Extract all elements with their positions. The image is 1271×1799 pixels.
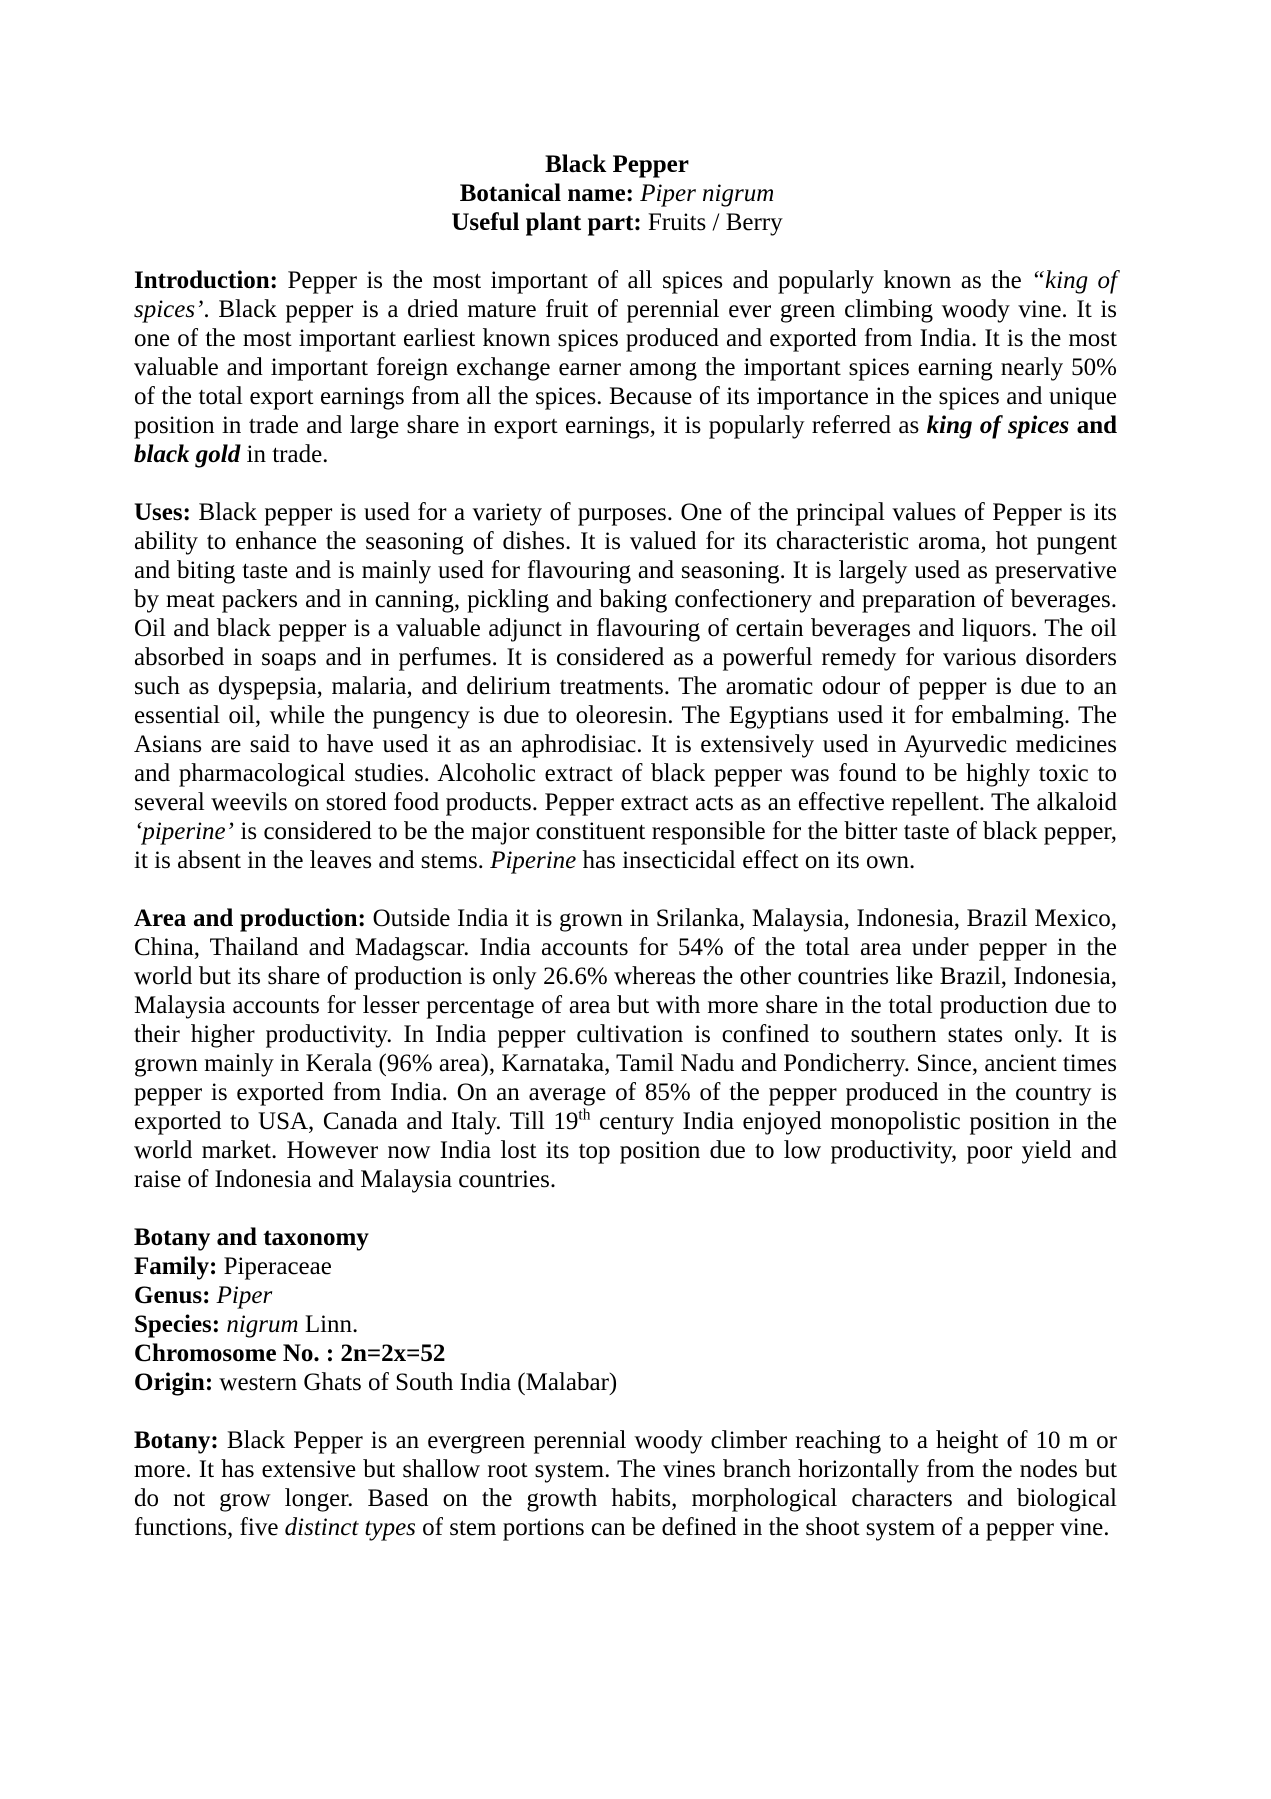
text-run: Linn. xyxy=(298,1311,359,1338)
text-run: western Ghats of South India (Malabar) xyxy=(219,1369,618,1396)
text-run: Piperaceae xyxy=(223,1253,332,1280)
taxonomy-genus-line xyxy=(134,1281,1117,1310)
document-title-block xyxy=(134,150,1117,237)
botany-paragraph xyxy=(134,1426,1117,1542)
text-run: Outside India it is grown in Srilanka, Malaysia, Indonesia, Brazil Mexico, China, Thailand and Madagscar. India accounts for 54% of the total area under pepper in the world but its share of production is only 26.6% whereas the other countries like Brazil, Indonesia, Malaysia accounts for lesser percentage of area but with more share in the total production due to their higher productivity. In India pepper cultivation is confined to southern states only. It is grown mainly in Kerala (96% area), Karnataka, Tamil Nadu and Pondicherry. Since, ancient times pepper is exported from India. On an average of 85% of the pepper produced in the country is exported to USA, Canada and Italy. Till 19 xyxy=(134,905,1117,1135)
text-run: Uses: xyxy=(134,499,199,526)
text-run: Origin: xyxy=(134,1369,220,1396)
text-run: Black Pepper xyxy=(545,151,689,178)
text-run: has insecticidal effect on its own. xyxy=(576,847,916,874)
text-run: ‘piperine’ xyxy=(134,818,234,845)
text-run: distinct types xyxy=(284,1514,416,1541)
text-run: century India enjoyed monopolistic position in the world market. However now India lost its top position due to low productivity, poor yield and raise of Indonesia and Malaysia countries. xyxy=(134,1108,1117,1193)
taxonomy-heading xyxy=(134,1223,1117,1252)
taxonomy-chromosome-line xyxy=(134,1339,1117,1368)
text-run: Botany and taxonomy xyxy=(134,1224,369,1251)
introduction-paragraph xyxy=(134,266,1117,469)
document-content xyxy=(134,150,1117,1542)
text-run: “king of spices’ xyxy=(134,267,1117,323)
text-run: black gold xyxy=(134,441,241,468)
text-run: Black Pepper is an evergreen perennial woody climber reaching to a height of 10 m or more. It has extensive but shallow root system. The vines branch horizontally from the nodes but do not grow longer. Based on the growth habits, morphological characters and biological functions, five xyxy=(134,1427,1117,1541)
text-run: th xyxy=(578,1106,591,1124)
text-run: . Black pepper is a dried mature fruit of perennial ever green climbing woody vine. It is one of the most important earliest known spices produced and exported from India. It is the most valuable and important foreign exchange earner among the important spices earning nearly 50% of the total export earnings from all the spices. Because of its importance in the spices and unique position in trade and large share in export earnings, it is popularly referred as xyxy=(134,296,1117,439)
text-run: Piper xyxy=(216,1282,273,1309)
text-run: nigrum xyxy=(226,1311,299,1338)
document-title xyxy=(134,150,1100,179)
botany-taxonomy-block xyxy=(134,1223,1117,1397)
text-run: Piperine xyxy=(490,847,577,874)
text-run: Black pepper is used for a variety of purposes. One of the principal values of Pepper is its ability to enhance the seasoning of dishes. It is valued for its characteristic aroma, hot pungent and biting taste and is mainly used for flavouring and seasoning. It is largely used as preservative by meat packers and in canning, pickling and baking confectionery and preparation of beverages. Oil and black pepper is a valuable adjunct in flavouring of certain beverages and liquors. The oil absorbed in soaps and in perfumes. It is considered as a powerful remedy for various disorders such as dyspepsia, malaria, and delirium treatments. The aromatic odour of pepper is due to an essential oil, while the pungency is due to oleoresin. The Egyptians used it for embalming. The Asians are said to have used it as an aphrodisiac. It is extensively used in Ayurvedic medicines and pharmacological studies. Alcoholic extract of black pepper was found to be highly toxic to several weevils on stored food products. Pepper extract acts as an effective repellent. The alkaloid xyxy=(134,499,1117,816)
text-run: Botany: xyxy=(134,1427,227,1454)
text-run: Area and production: xyxy=(134,905,373,932)
taxonomy-origin-line xyxy=(134,1368,1117,1397)
taxonomy-family-line xyxy=(134,1252,1117,1281)
text-run: Species: xyxy=(134,1311,227,1338)
text-run: Introduction: xyxy=(134,267,288,294)
text-run: Piper nigrum xyxy=(640,180,775,207)
text-run: of stem portions can be defined in the shoot system of a pepper vine. xyxy=(415,1514,1110,1541)
area-production-paragraph xyxy=(134,904,1117,1194)
botanical-name-line xyxy=(134,179,1100,208)
text-run: in trade. xyxy=(240,441,329,468)
text-run: and xyxy=(1069,412,1118,439)
text-run: king of spices xyxy=(926,412,1070,439)
text-run: is considered to be the major constituent responsible for the bitter taste of black pepper, it is absent in the leaves and stems. xyxy=(134,818,1117,874)
uses-paragraph xyxy=(134,498,1117,875)
text-run: Useful plant part: xyxy=(451,209,648,236)
text-run: Fruits / Berry xyxy=(647,209,783,236)
text-run: Genus: xyxy=(134,1282,217,1309)
text-run: Botanical name: xyxy=(459,180,641,207)
taxonomy-species-line xyxy=(134,1310,1117,1339)
useful-plant-part-line xyxy=(134,208,1100,237)
text-run: Pepper is the most important of all spices and popularly known as the xyxy=(287,267,1032,294)
text-run: Chromosome No. : 2n=2x=52 xyxy=(134,1340,446,1367)
text-run: Family: xyxy=(134,1253,224,1280)
